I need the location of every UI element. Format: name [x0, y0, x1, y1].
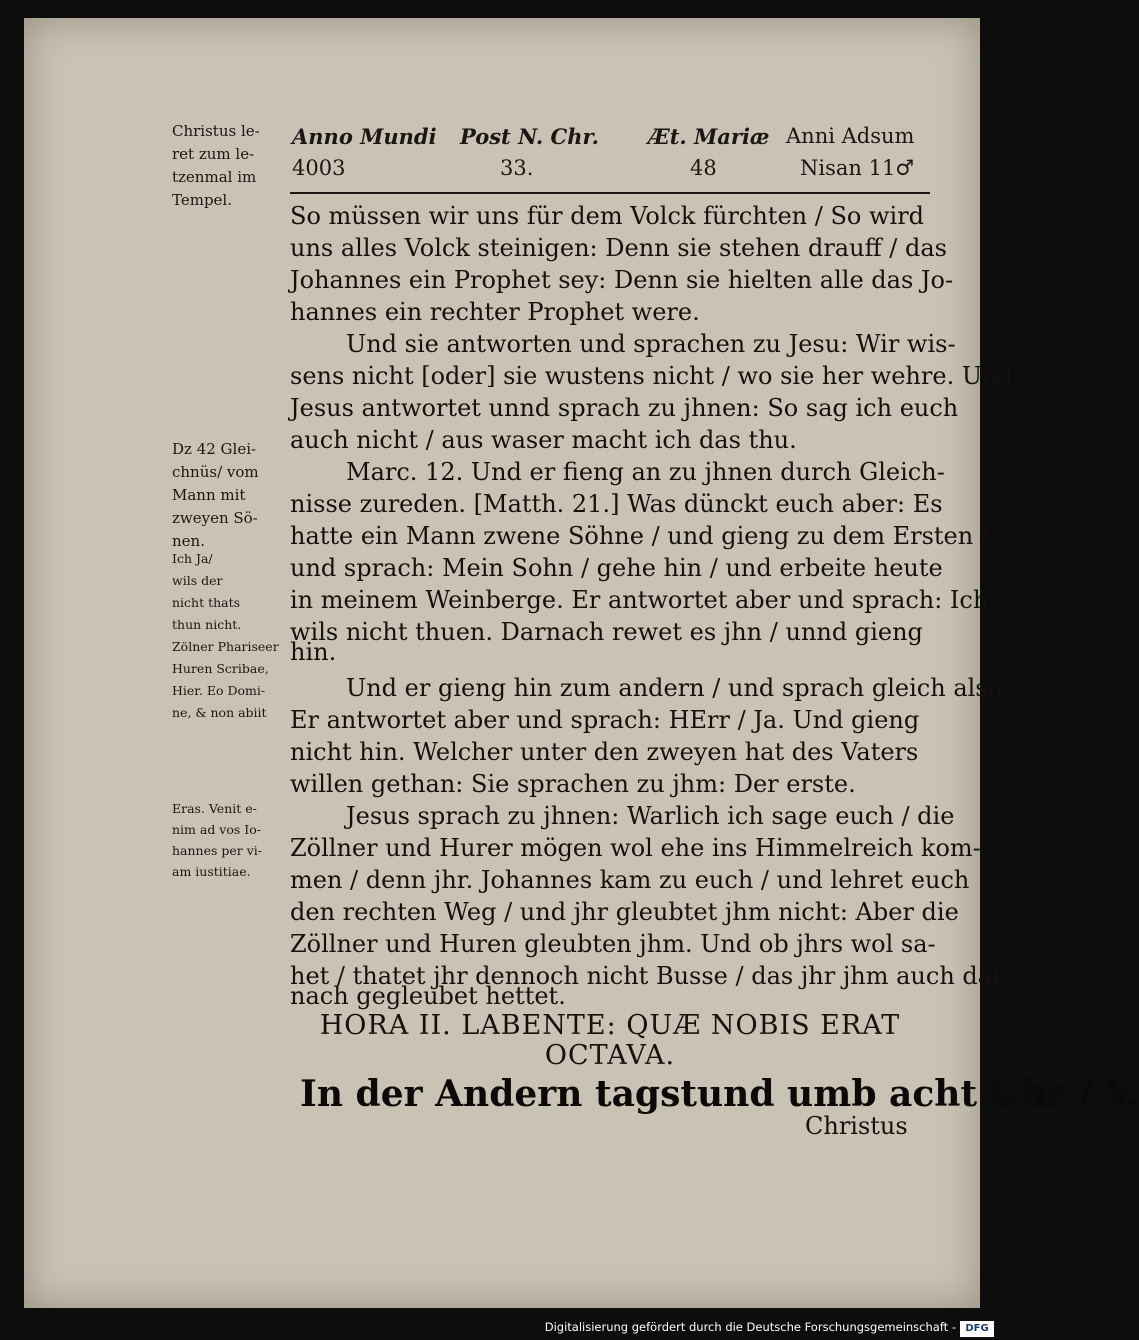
- header-aet-mariae-label: Æt. Mariæ: [648, 124, 770, 149]
- text-line: Jesus antwortet unnd sprach zu jhnen: So sag ich euch: [290, 394, 959, 422]
- text-line: hatte ein Mann zwene Söhne / und gieng zu dem Ersten /: [290, 522, 989, 550]
- text-line: auch nicht / aus waser macht ich das thu.: [290, 426, 797, 454]
- margin-note-3: Ich Ja/ wils der nicht thats thun nicht. Zölner Phariseer Huren Scribae, Hier. Eo Domi- ne, & non abiit: [172, 551, 279, 720]
- text-line: Und er gieng hin zum andern / und sprach gleich also.: [346, 674, 1010, 702]
- header-anni-adsum-value: Nisan 11♂: [800, 156, 915, 180]
- text-line: Marc. 12. Und er fieng an zu jhnen durch Gleich-: [346, 458, 945, 486]
- text-line: Und sie antworten und sprachen zu Jesu: Wir wis-: [346, 330, 956, 358]
- text-line: nisse zureden. [Matth. 21.] Was dünckt euch aber: Es: [290, 490, 943, 518]
- header-anno-mundi-value: 4003: [292, 156, 346, 180]
- text-line: Johannes ein Prophet sey: Denn sie hielten alle das Jo-: [290, 266, 954, 294]
- text-line: Zöllner und Hurer mögen wol ehe ins Himmelreich kom-: [290, 834, 981, 862]
- text-line: sens nicht [oder] sie wustens nicht / wo sie her wehre. Und: [290, 362, 1013, 390]
- text-line: uns alles Volck steinigen: Denn sie stehen drauff / das: [290, 234, 947, 262]
- text-line: het / thatet jhr dennoch nicht Busse / das jhr jhm auch dar-: [290, 962, 1012, 990]
- text-line: und sprach: Mein Sohn / gehe hin / und erbeite heute: [290, 554, 943, 582]
- margin-note-2: Dz 42 Glei- chnüs/ vom Mann mit zweyen Sö- nen.: [172, 440, 259, 550]
- text-line: men / denn jhr. Johannes kam zu euch / und lehret euch: [290, 866, 970, 894]
- latin-heading-line-2: OCTAVA.: [544, 1040, 676, 1071]
- text-line: den rechten Weg / und jhr gleubtet jhm nicht: Aber die: [290, 898, 959, 926]
- digitization-credit: Digitalisierung gefördert durch die Deutsche Forschungsgemeinschaft -: [544, 1320, 956, 1334]
- text-line: Zöllner und Huren gleubten jhm. Und ob jhrs wol sa-: [290, 930, 936, 958]
- text-line: hin.: [290, 638, 337, 666]
- header-anni-adsum-label: Anni Adsum: [786, 124, 915, 148]
- margin-note-4: Eras. Venit e- nim ad vos Io- hannes per vi- am iustitiae.: [172, 801, 263, 879]
- text-line: nicht hin. Welcher unter den zweyen hat des Vaters: [290, 738, 919, 766]
- text-line: So müssen wir uns für dem Volck fürchten / So wird: [290, 202, 925, 230]
- text-line: nach gegleubet hettet.: [290, 982, 566, 1010]
- text-line: Jesus sprach zu jhnen: Warlich ich sage euch / die: [346, 802, 955, 830]
- latin-heading-line-1: HORA II. LABENTE: QUÆ NOBIS ERAT: [319, 1010, 901, 1041]
- header-anno-mundi-label: Anno Mundi: [292, 124, 437, 149]
- text-line: willen gethan: Sie sprachen zu jhm: Der erste.: [290, 770, 856, 798]
- header-rule: [290, 192, 930, 194]
- text-line: Er antwortet aber und sprach: HErr / Ja. Und gieng: [290, 706, 920, 734]
- text-line: hannes ein rechter Prophet were.: [290, 298, 700, 326]
- text-line: wils nicht thuen. Darnach rewet es jhn / unnd gieng: [290, 618, 923, 646]
- margin-note-1: Christus le- ret zum le- tzenmal im Tempel.: [172, 122, 260, 209]
- header-aet-mariae-value: 48: [690, 156, 717, 180]
- german-heading: In der Andern tagstund umb acht Uhr / V.: [300, 1073, 1139, 1115]
- text-line: in meinem Weinberge. Er antwortet aber und sprach: Ich: [290, 586, 989, 614]
- header-post-chr-value: 33.: [500, 156, 534, 180]
- catchword: Christus: [805, 1112, 908, 1140]
- dfg-logo: DFG: [960, 1321, 994, 1337]
- header-post-chr-label: Post N. Chr.: [460, 124, 599, 149]
